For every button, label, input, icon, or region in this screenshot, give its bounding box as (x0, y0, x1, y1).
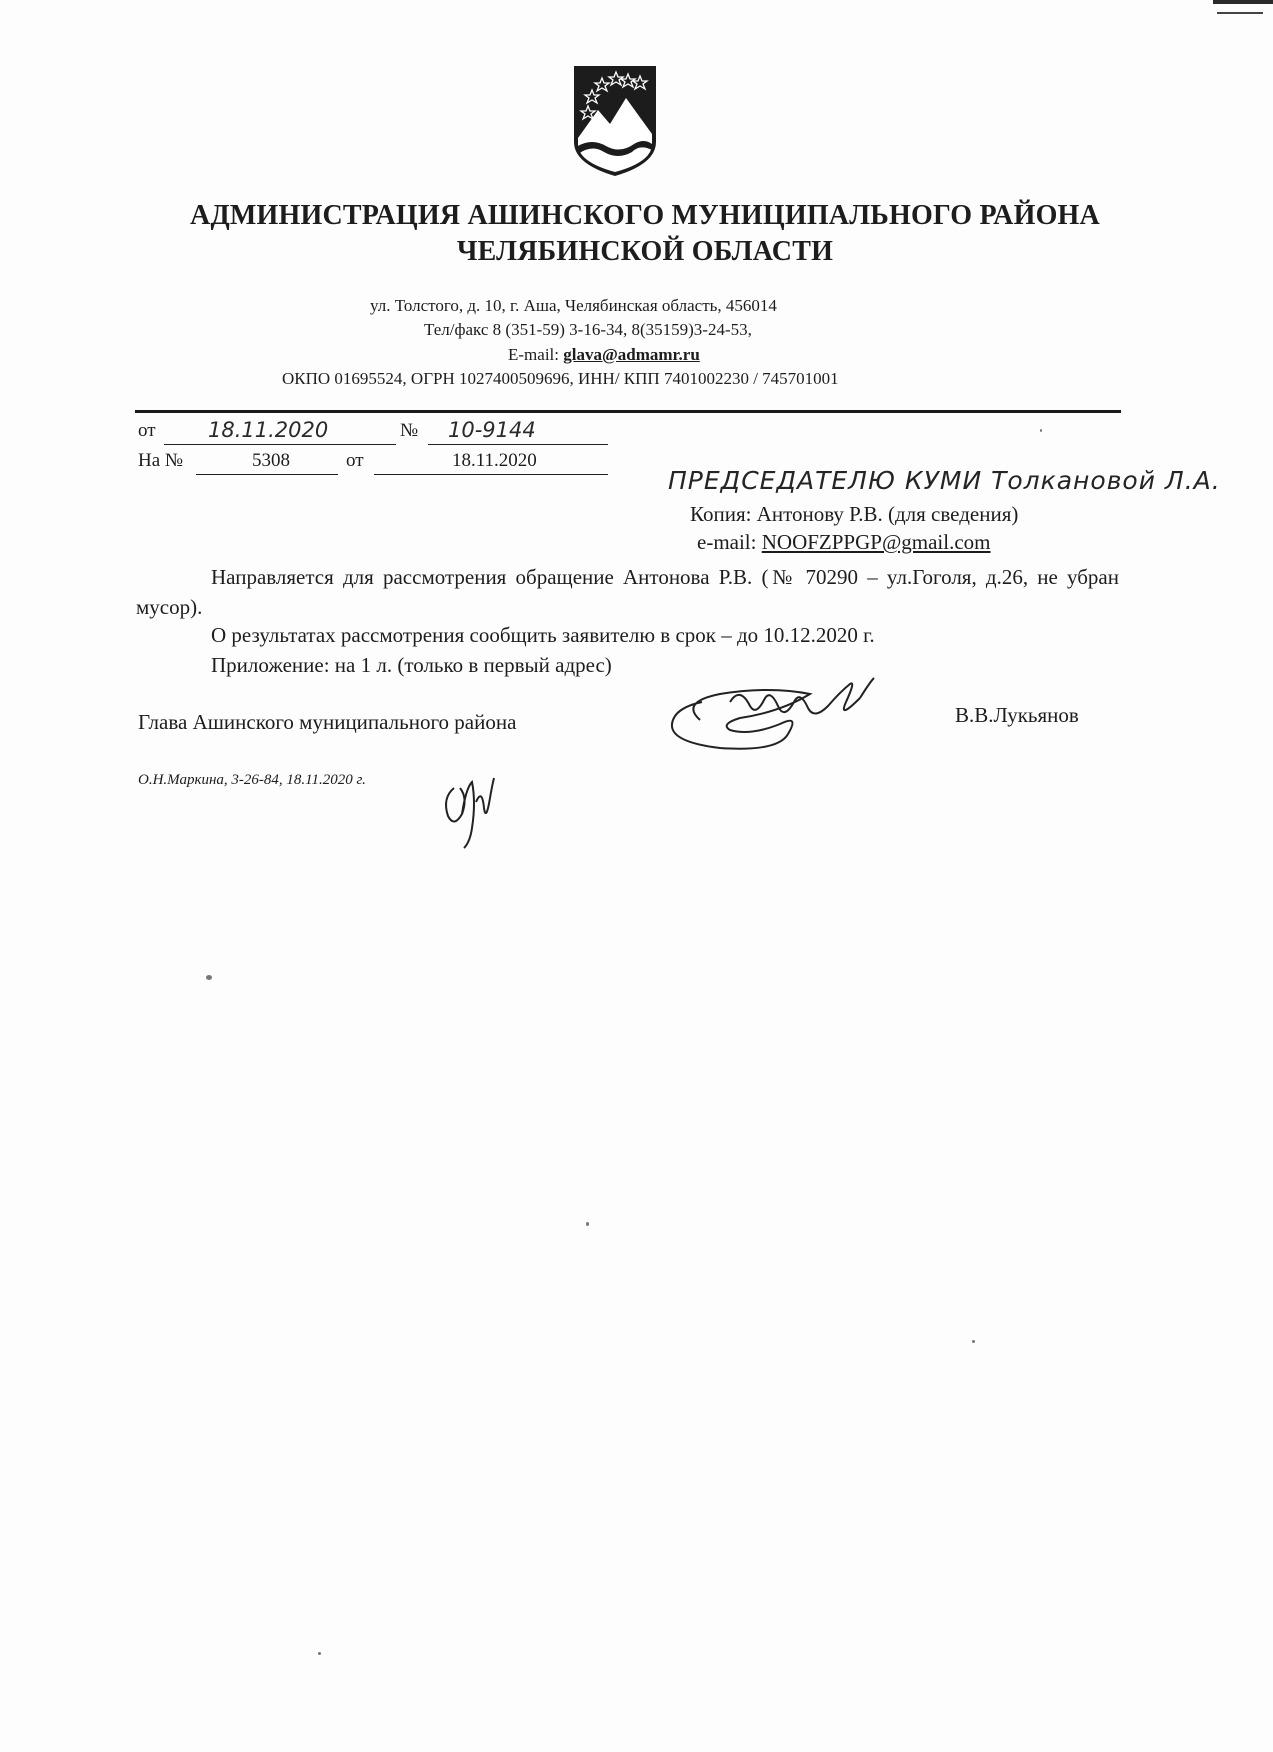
copy-recipient: Копия: Антонову Р.В. (для сведения) (690, 502, 1019, 526)
header-divider (135, 410, 1121, 413)
scan-speck (318, 1652, 321, 1655)
reply-from-label: от (346, 450, 364, 471)
postal-address: ул. Толстого, д. 10, г. Аша, Челябинская область, 456014 (370, 296, 777, 315)
registration-codes: ОКПО 01695524, ОГРН 1027400509696, ИНН/ КПП 7401002230 / 745701001 (282, 369, 839, 388)
recipient-email-link[interactable]: NOOFZPPGP@gmail.com (761, 530, 991, 554)
handwritten-initials (432, 758, 512, 850)
recipient-handwritten: ПРЕДСЕДАТЕЛЮ КУМИ Толкановой Л.А. (668, 466, 1221, 495)
reply-number-value: 5308 (252, 450, 290, 471)
header-email-line (508, 345, 700, 365)
scan-speck (1040, 429, 1042, 432)
organization-region: ЧЕЛЯБИНСКОЙ ОБЛАСТИ (456, 236, 834, 267)
scan-edge-mark (1213, 0, 1273, 4)
recipient-email-label: e-mail: (697, 530, 762, 554)
scan-speck (586, 1222, 589, 1226)
phone-fax: Тел/факс 8 (351-59) 3-16-34, 8(35159)3-24-53, (424, 320, 752, 339)
organization-name: АДМИНИСТРАЦИЯ АШИНСКОГО МУНИЦИПАЛЬНОГО РАЙОНА (190, 200, 1100, 231)
recipient-email-line (697, 530, 991, 555)
email-label: E-mail: (508, 345, 564, 364)
number-value: 10-9144 (448, 418, 536, 442)
body-paragraph-2: О результатах рассмотрения сообщить заявителю в срок – до 10.12.2020 г. (211, 623, 875, 647)
executor-info: О.Н.Маркина, 3-26-84, 18.11.2020 г. (138, 772, 366, 788)
handwritten-signature (660, 672, 910, 762)
header-email-link[interactable]: glava@admamr.ru (563, 345, 700, 364)
reply-date-value: 18.11.2020 (452, 450, 537, 471)
from-label: от (138, 420, 156, 441)
scan-speck (972, 1340, 975, 1343)
coat-of-arms-emblem (572, 64, 658, 180)
scan-speck (206, 975, 212, 980)
signatory-name: В.В.Лукьянов (955, 703, 1079, 727)
signatory-position: Глава Ашинского муниципального района (138, 710, 517, 734)
reply-label: На № (138, 450, 184, 471)
body-paragraph-3: Приложение: на 1 л. (только в первый адрес) (211, 653, 612, 677)
number-label: № (400, 420, 419, 441)
from-date-value: 18.11.2020 (208, 418, 329, 442)
scan-edge-mark (1217, 12, 1263, 14)
body-paragraph-1: Направляется для рассмотрения обращение Антонова Р.В. (№ 70290 – ул.Гоголя, д.26, не убран мусор). (136, 565, 1119, 619)
